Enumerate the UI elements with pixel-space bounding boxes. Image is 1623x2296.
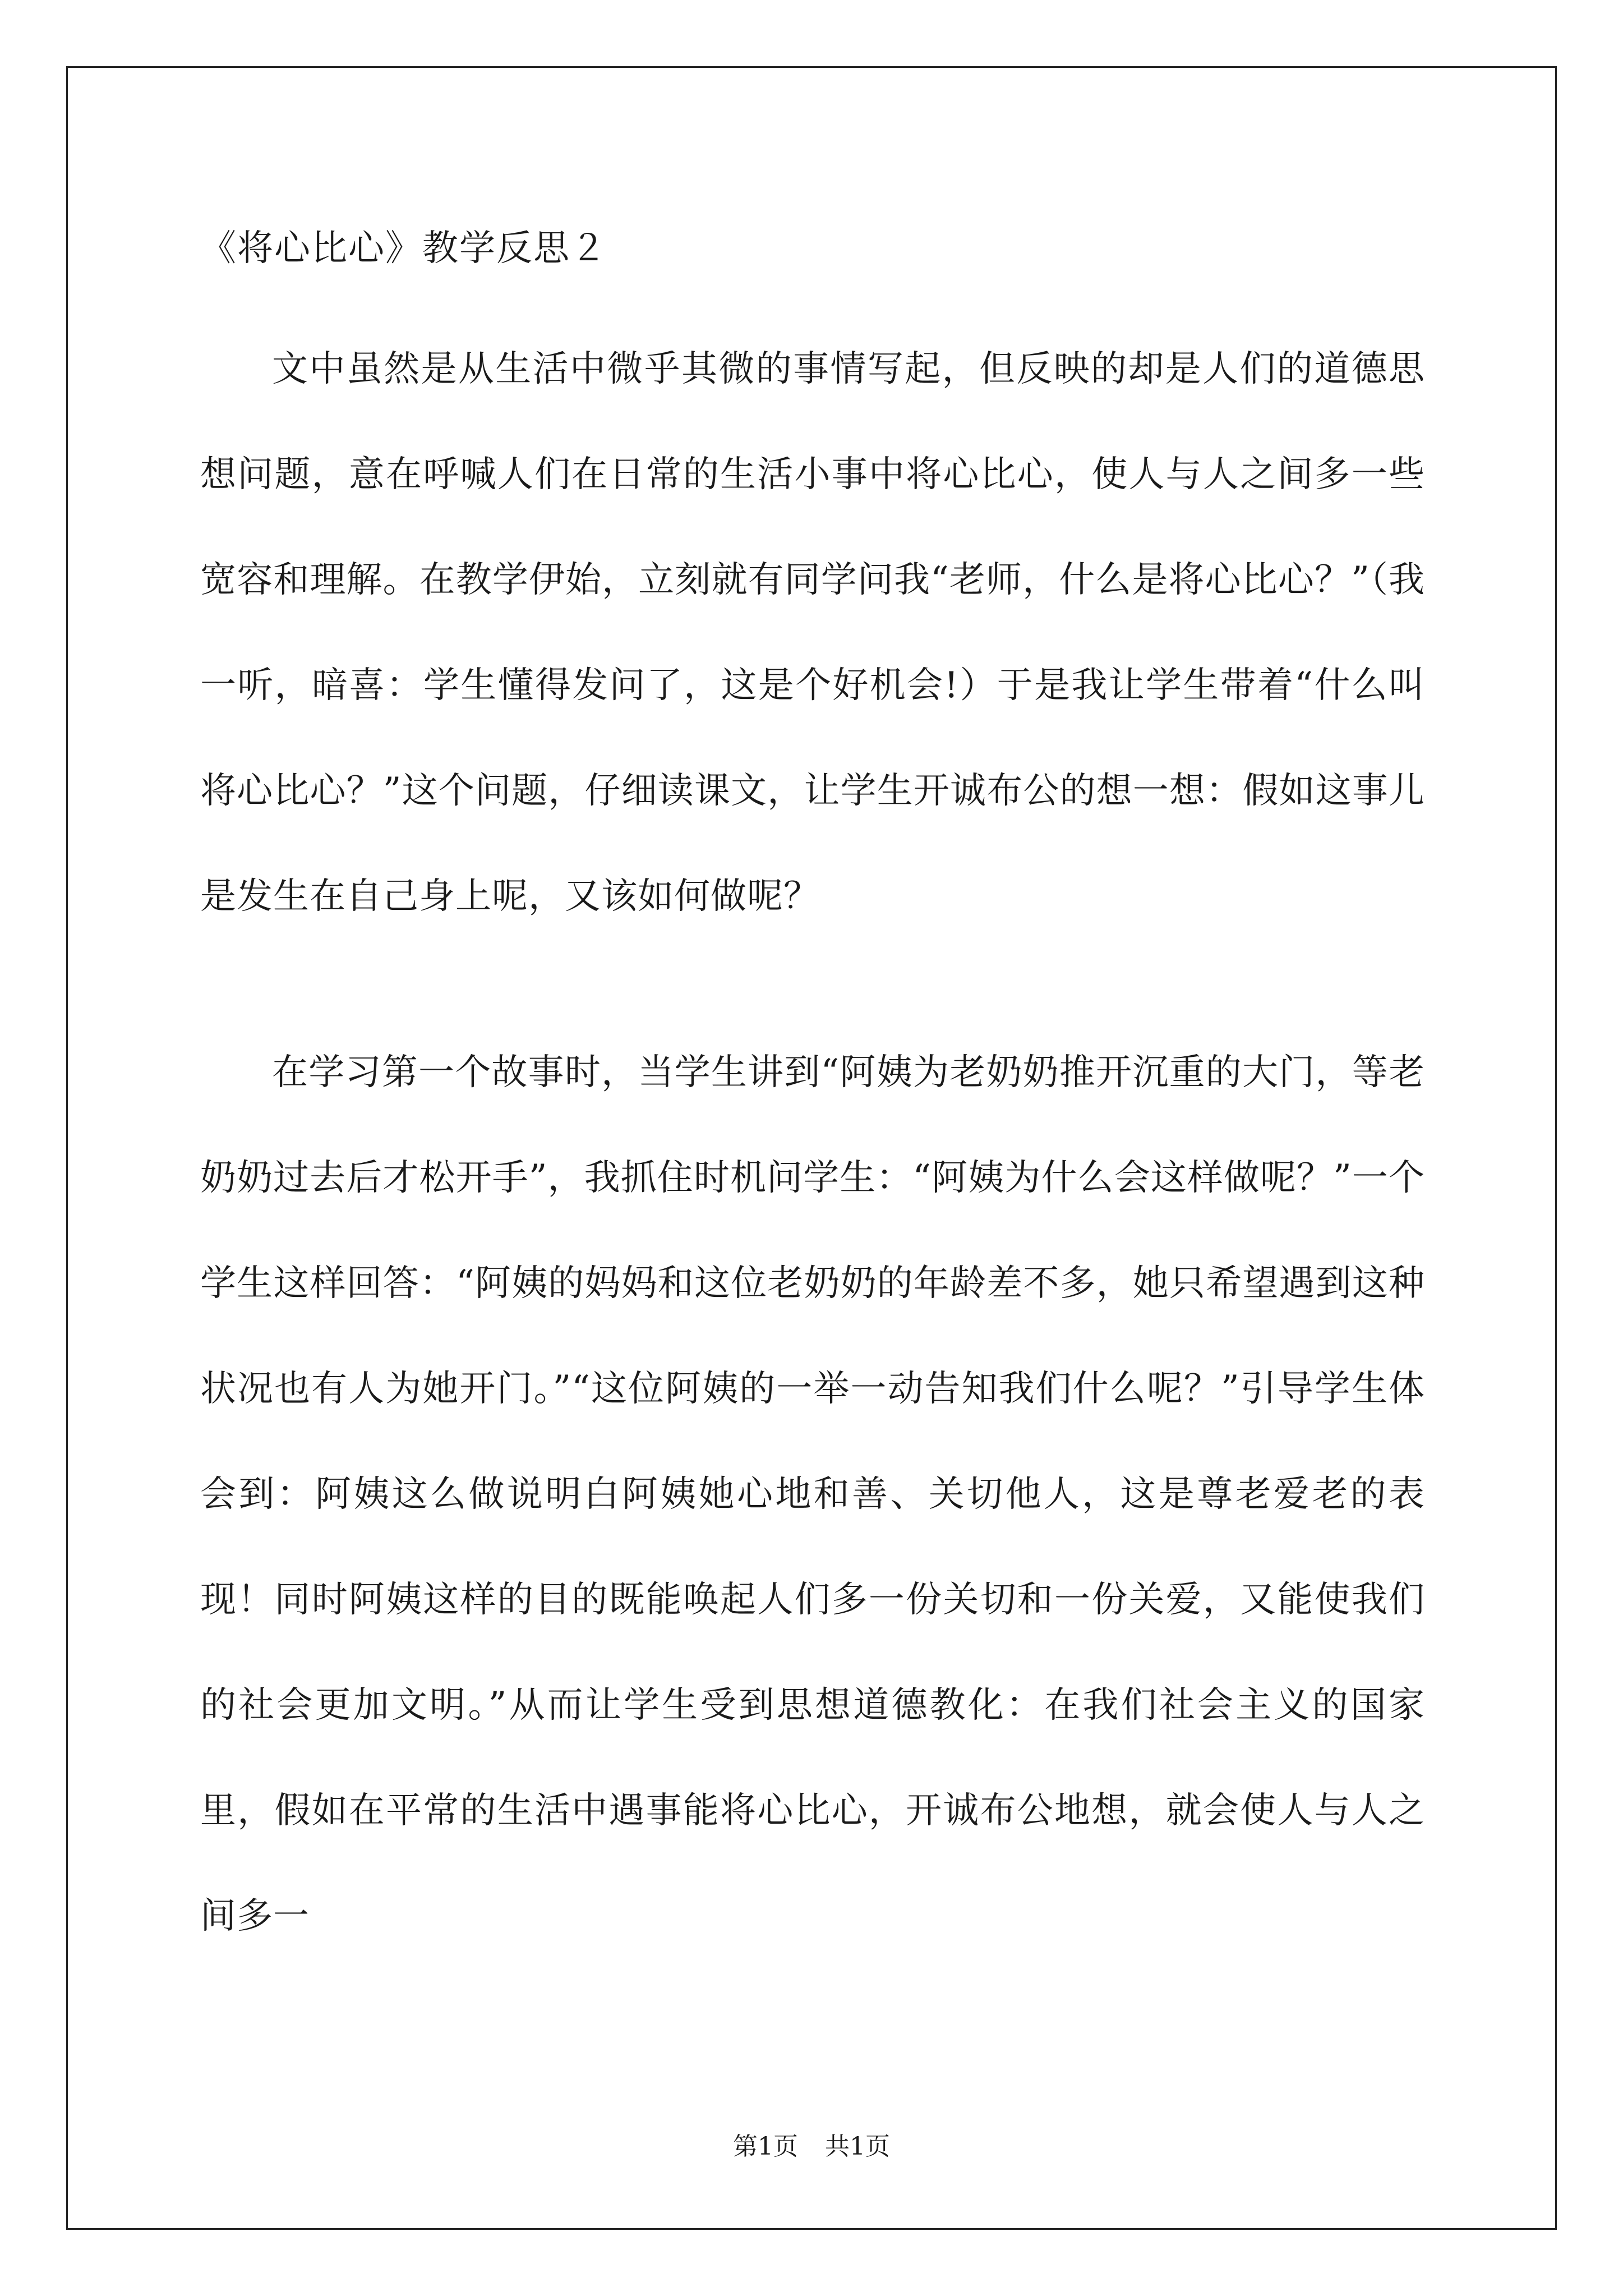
page-total: 共1页 xyxy=(825,2132,890,2161)
document-title: 《将心比心》教学反思２ xyxy=(200,228,607,269)
paragraph-1-block xyxy=(200,316,1425,949)
paragraph-2-block xyxy=(200,1020,1425,1969)
paragraph-1: 文中虽然是从生活中微乎其微的事情写起，但反映的却是人们的道德思想问题，意在呼喊人们在日常的生活小事中将心比心，使人与人之间多一些宽容和理解。在教学伊始，立刻就有同学问我“老师，什么是将心比心？”（我一听，暗喜：学生懂得发问了，这是个好机会!）于是我让学生带着“什么叫将心比心？”这个问题，仔细读课文，让学生开诚布公的想一想：假如这事儿是发生在自己身上呢，又该如何做呢？ xyxy=(200,348,1425,917)
page-footer xyxy=(0,2130,1623,2164)
page-number: 第1页 xyxy=(733,2132,798,2161)
paragraph-2: 在学习第一个故事时，当学生讲到“阿姨为老奶奶推开沉重的大门，等老奶奶过去后才松开手”，我抓住时机问学生：“阿姨为什么会这样做呢？”一个学生这样回答：“阿姨的妈妈和这位老奶奶的年龄差不多，她只希望遇到这种状况也有人为她开门。”“这位阿姨的一举一动告知我们什么呢？”引导学生体会到：阿姨这么做说明白阿姨她心地和善、关切他人，这是尊老爱老的表现！同时阿姨这样的目的既能唤起人们多一份关切和一份关爱，又能使我们的社会更加文明。”从而让学生受到思想道德教化：在我们社会主义的国家里，假如在平常的生活中遇事能将心比心，开诚布公地想，就会使人与人之间多一 xyxy=(200,1052,1425,1937)
